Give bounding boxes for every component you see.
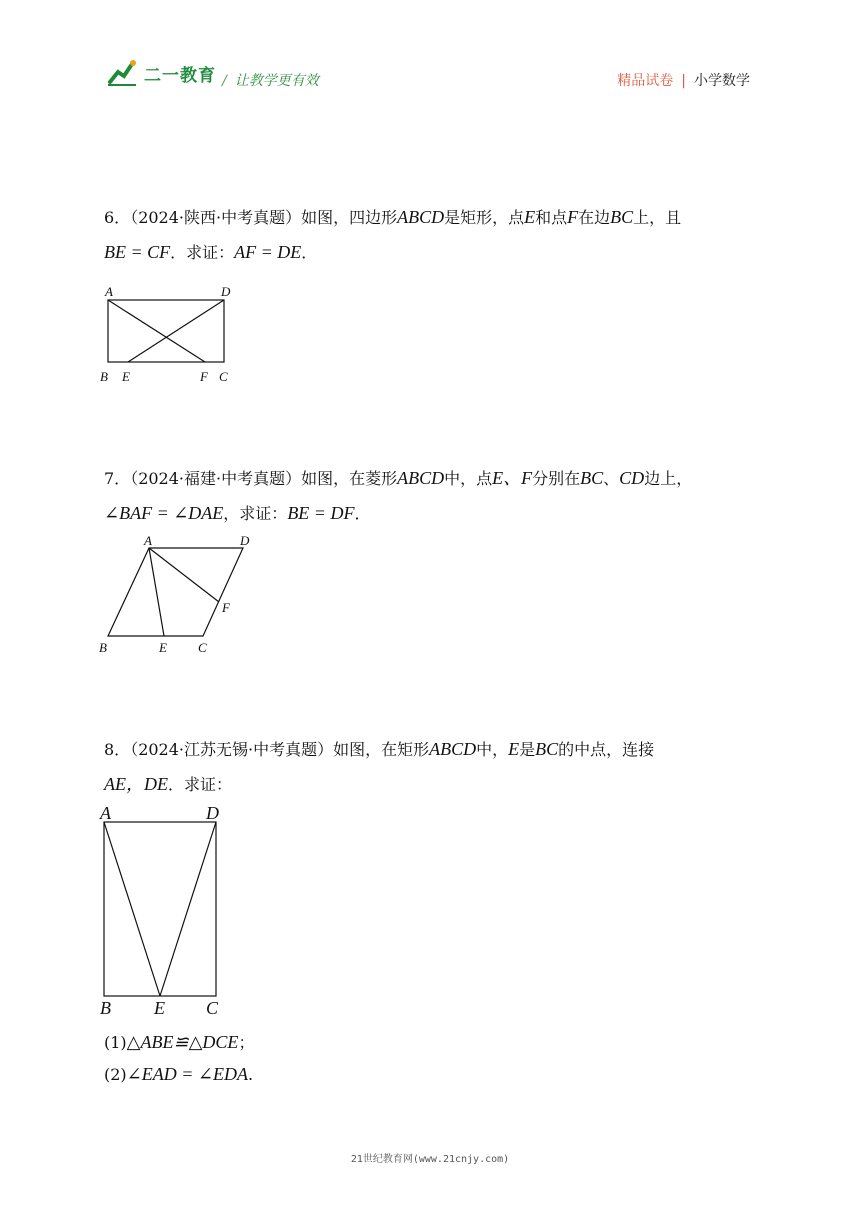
problem-6-line1: 6．（2024·陕西·中考真题）如图，四边形ABCD是矩形，点E和点F在边BC上，且: [104, 207, 682, 227]
page-header: [0, 0, 860, 110]
problem-8-part-1: (1)△ABE≌△DCE；: [104, 1032, 255, 1052]
figure-6-rectangle: [96, 284, 246, 388]
label-C: C: [206, 998, 219, 1018]
label-D: D: [206, 803, 219, 823]
problem-7: [104, 461, 764, 531]
label-D: D: [240, 533, 250, 548]
tag-subject: 小学数学: [694, 73, 750, 89]
problem-8-line2: AE，DE．求证：: [104, 774, 232, 794]
problem-7-line2: ∠BAF = ∠DAE，求证：BE = DF．: [104, 503, 371, 523]
tag-premium-paper: 精品试卷: [617, 73, 674, 89]
figure-8-rectangle: [96, 802, 236, 1018]
label-C: C: [198, 640, 207, 655]
problem-8-line1: 8．（2024·江苏无锡·中考真题）如图，在矩形ABCD中，E是BC的中点，连接: [104, 739, 655, 759]
label-A: A: [144, 533, 152, 548]
slogan: / 让教学更有效: [222, 73, 319, 89]
logo: [106, 58, 216, 88]
problem-6-line2: BE = CF．求证：AF = DE．: [104, 242, 318, 262]
figure-7-rhombus: [96, 530, 266, 660]
label-B: B: [100, 369, 108, 384]
label-A: A: [105, 284, 113, 299]
label-B: B: [99, 640, 107, 655]
label-B: B: [100, 998, 111, 1018]
logo-text: 二一教育: [144, 65, 216, 86]
label-D: D: [221, 284, 231, 299]
label-F: F: [222, 600, 230, 615]
problem-8-part-2: (2)∠EAD = ∠EDA.: [104, 1064, 254, 1084]
label-E: E: [154, 998, 165, 1018]
label-E: E: [159, 640, 167, 655]
problem-6: [104, 200, 764, 270]
problem-7-line1: 7．（2024·福建·中考真题）如图，在菱形ABCD中，点E、F分别在BC、CD边上，: [104, 468, 693, 488]
runner-logo-icon: [106, 58, 140, 88]
label-C: C: [219, 369, 228, 384]
label-A: A: [100, 803, 111, 823]
header-tags: 精品试卷 | 小学数学: [617, 73, 750, 89]
page-footer: 21世纪教育网(www.21cnjy.com): [350, 1154, 510, 1165]
label-E: E: [122, 369, 130, 384]
label-F: F: [200, 369, 208, 384]
problem-8: [104, 732, 764, 802]
